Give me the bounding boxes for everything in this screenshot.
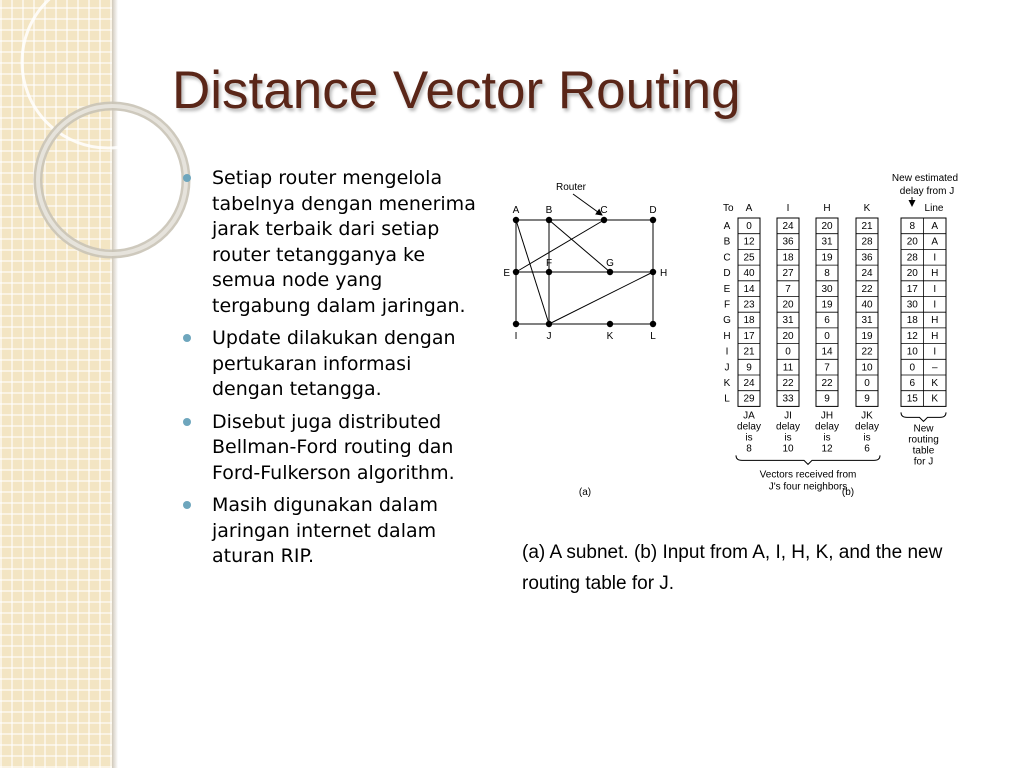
- neighbor-delay-label: delay: [737, 421, 761, 433]
- router-node-label: D: [649, 205, 657, 216]
- delay-value: 0: [746, 221, 752, 232]
- bullet-icon: [183, 501, 191, 509]
- new-delay-value: 6: [909, 378, 916, 389]
- bullet-text: Setiap router mengelola tabelnya dengan menerima jarak terbaik dari setiap router tetangganya ke semua node yang tergabung dalam jaringan.: [212, 167, 476, 317]
- side-band: [0, 0, 112, 768]
- delay-value: 22: [821, 378, 833, 389]
- destination-label: G: [723, 315, 731, 327]
- bullet-icon: [183, 418, 191, 426]
- router-node: [513, 269, 519, 275]
- slide-title: Distance Vector Routing: [172, 61, 741, 120]
- neighbor-delay-label: 10: [782, 443, 794, 455]
- delay-value: 17: [743, 330, 755, 342]
- delay-value: 23: [743, 299, 755, 311]
- new-delay-value: 30: [906, 299, 918, 311]
- delay-value: 9: [864, 393, 870, 405]
- delay-value: 30: [821, 283, 833, 295]
- router-node: [601, 217, 607, 223]
- delay-value: 14: [821, 346, 833, 358]
- bullet-text: Disebut juga distributed Bellman-Ford routing dan Ford-Fulkerson algorithm.: [212, 410, 455, 484]
- delay-value: 24: [743, 378, 755, 389]
- new-table-label: table: [912, 445, 935, 457]
- router-node: [650, 269, 656, 275]
- neighbor-delay-label: is: [823, 432, 831, 444]
- router-node-label: A: [512, 205, 520, 216]
- router-node-label: J: [546, 331, 552, 342]
- neighbor-delay-label: JH: [820, 410, 834, 422]
- neighbor-delay-label: is: [745, 432, 753, 444]
- delay-value: 6: [824, 315, 830, 327]
- outgoing-line-value: H: [931, 268, 939, 280]
- delay-value: 8: [824, 268, 830, 280]
- new-delay-value: 20: [906, 268, 918, 280]
- routing-figure: [505, 168, 960, 503]
- new-table-label: routing: [908, 434, 939, 446]
- outgoing-line-value: I: [933, 299, 937, 311]
- table-header-to: To: [723, 203, 734, 214]
- outgoing-line-value: A: [931, 221, 939, 232]
- neighbor-delay-label: is: [784, 432, 792, 444]
- delay-value: 24: [782, 221, 794, 232]
- table-neighbor-header: K: [863, 203, 871, 214]
- delay-value: 29: [743, 393, 755, 405]
- delay-value: 20: [821, 221, 833, 232]
- destination-label: B: [723, 236, 731, 248]
- router-node: [546, 321, 552, 327]
- table-neighbor-header: A: [745, 203, 753, 214]
- router-node-label: K: [606, 331, 614, 342]
- delay-value: 22: [782, 378, 794, 389]
- router-node: [607, 321, 613, 327]
- bullet-icon: [183, 174, 191, 182]
- outgoing-line-value: –: [931, 362, 938, 374]
- neighbor-delay-label: JK: [861, 410, 873, 422]
- delay-value: 10: [861, 362, 873, 374]
- delay-value: 24: [861, 268, 873, 280]
- destination-label: L: [724, 393, 730, 405]
- table-part-label: (b): [841, 487, 855, 498]
- router-node-label: H: [660, 268, 668, 279]
- bullet-text: Update dilakukan dengan pertukaran informasi dengan tetangga.: [212, 327, 456, 400]
- new-delay-value: 28: [906, 252, 918, 264]
- new-delay-value: 0: [909, 362, 916, 374]
- new-delay-value: 17: [906, 283, 918, 295]
- bullet-item: [183, 410, 483, 487]
- vectors-received-label: J's four neighbors: [768, 481, 848, 493]
- destination-label: H: [723, 330, 731, 342]
- subnet-diagram: [503, 182, 667, 498]
- router-node-label: B: [545, 205, 553, 216]
- delay-value: 25: [743, 252, 755, 264]
- outgoing-line-value: I: [933, 346, 937, 358]
- delay-value: 31: [861, 315, 873, 327]
- vectors-brace: [736, 455, 880, 464]
- router-node: [546, 217, 552, 223]
- delay-value: 21: [861, 221, 873, 232]
- delay-value: 0: [824, 330, 830, 342]
- table-neighbor-header: H: [823, 203, 831, 214]
- neighbor-delay-label: 8: [746, 443, 752, 455]
- neighbor-delay-label: 6: [864, 443, 870, 455]
- table-line-header: Line: [924, 203, 944, 214]
- new-table-label: New: [913, 423, 934, 435]
- router-node-label: L: [650, 331, 656, 342]
- delay-value: 12: [743, 236, 755, 248]
- new-delay-value: 20: [906, 236, 918, 248]
- delay-value: 31: [821, 236, 833, 248]
- outgoing-line-value: H: [931, 315, 939, 327]
- figure-caption: (a) A subnet. (b) Input from A, I, H, K, and the new routing table for J.: [522, 542, 943, 594]
- bullet-text: Masih digunakan dalam jaringan internet dalam aturan RIP.: [212, 494, 438, 567]
- new-delay-value: 18: [906, 315, 918, 327]
- delay-value: 9: [746, 362, 752, 374]
- subnet-link: [549, 272, 653, 324]
- subnet-link: [516, 220, 604, 272]
- bullet-item: [183, 493, 483, 570]
- table-neighbor-header: I: [786, 203, 790, 214]
- delay-value: 27: [782, 268, 794, 280]
- delay-value: 0: [864, 378, 870, 389]
- delay-value: 0: [785, 346, 791, 358]
- destination-label: A: [723, 221, 731, 232]
- destination-label: K: [723, 378, 731, 389]
- routing-table: [723, 173, 958, 498]
- neighbor-delay-label: JA: [743, 410, 755, 422]
- routing-figure-svg: [505, 168, 960, 503]
- delay-value: 18: [743, 315, 755, 327]
- router-node-label: I: [514, 331, 518, 342]
- router-node-label: F: [545, 258, 553, 269]
- delay-value: 18: [782, 252, 794, 264]
- delay-value: 22: [861, 283, 873, 295]
- router-node: [513, 321, 519, 327]
- router-node: [546, 269, 552, 275]
- router-node: [513, 217, 519, 223]
- new-delay-value: 10: [906, 346, 918, 358]
- neighbor-delay-label: is: [863, 432, 871, 444]
- new-table-label: for J: [913, 456, 934, 468]
- subnet-part-label: (a): [578, 487, 592, 498]
- outgoing-line-value: K: [931, 378, 939, 389]
- delay-value: 20: [782, 330, 794, 342]
- neighbor-delay-label: delay: [776, 421, 800, 433]
- destination-label: E: [723, 283, 731, 295]
- new-estimated-label: New estimated: [891, 173, 959, 184]
- delay-value: 33: [782, 393, 794, 405]
- subnet-link: [549, 220, 610, 272]
- outgoing-line-value: I: [933, 252, 937, 264]
- destination-label: C: [723, 252, 731, 264]
- delay-value: 14: [743, 283, 755, 295]
- side-band-shadow: [112, 0, 118, 768]
- new-table-brace: [901, 412, 946, 421]
- outgoing-line-value: K: [931, 393, 939, 405]
- delay-value: 19: [821, 252, 833, 264]
- bullet-item: [183, 166, 483, 319]
- delay-value: 7: [785, 283, 791, 295]
- router-node: [650, 217, 656, 223]
- delay-value: 28: [861, 236, 873, 248]
- outgoing-line-value: A: [931, 236, 939, 248]
- outgoing-line-value: H: [931, 330, 939, 342]
- router-node: [650, 321, 656, 327]
- router-node-label: C: [600, 205, 608, 216]
- neighbor-delay-label: JI: [784, 410, 792, 422]
- outgoing-line-value: I: [933, 283, 937, 295]
- delay-value: 36: [861, 252, 873, 264]
- delay-value: 40: [743, 268, 755, 280]
- delay-value: 22: [861, 346, 873, 358]
- bullet-item: [183, 326, 483, 403]
- delay-value: 7: [824, 362, 830, 374]
- new-delay-value: 8: [909, 221, 916, 232]
- router-arrow: [573, 194, 602, 215]
- delay-value: 11: [782, 362, 794, 374]
- neighbor-delay-label: delay: [815, 421, 839, 433]
- destination-label: F: [723, 299, 731, 311]
- vectors-received-label: Vectors received from: [759, 469, 857, 481]
- delay-value: 9: [824, 393, 830, 405]
- destination-label: I: [725, 346, 729, 358]
- delay-value: 20: [782, 299, 794, 311]
- new-delay-value: 15: [906, 393, 918, 405]
- new-estimated-label: delay from J: [899, 186, 955, 197]
- neighbor-delay-label: 12: [821, 443, 833, 455]
- neighbor-delay-label: delay: [855, 421, 879, 433]
- bullet-list: [183, 166, 483, 577]
- router-node: [607, 269, 613, 275]
- delay-value: 19: [861, 330, 873, 342]
- delay-value: 31: [782, 315, 794, 327]
- new-delay-value: 12: [906, 330, 918, 342]
- delay-value: 21: [743, 346, 755, 358]
- delay-value: 36: [782, 236, 794, 248]
- router-node-label: G: [606, 258, 614, 269]
- destination-label: D: [723, 268, 731, 280]
- destination-label: J: [724, 362, 730, 374]
- delay-value: 40: [861, 299, 873, 311]
- bullet-icon: [183, 334, 191, 342]
- router-node-label: E: [503, 268, 510, 279]
- delay-value: 19: [821, 299, 833, 311]
- router-label: Router: [556, 182, 587, 193]
